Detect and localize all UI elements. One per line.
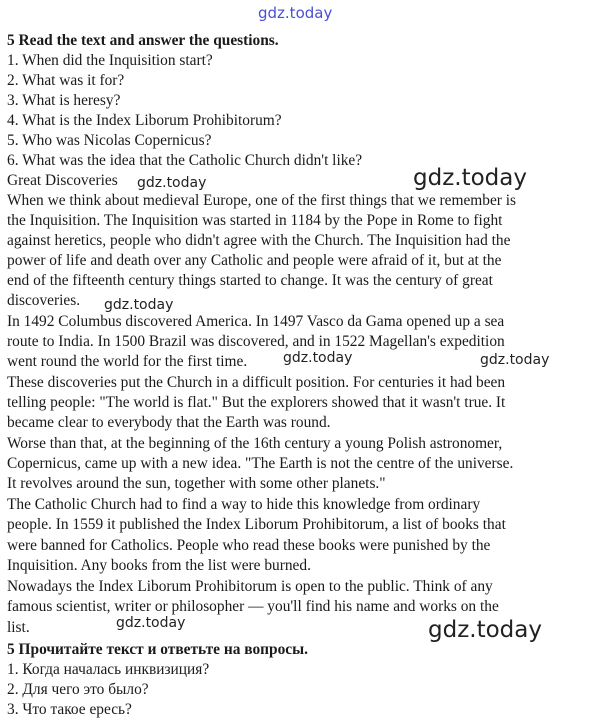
body-line: end of the fifteenth century things started to change. It was the century of great bbox=[7, 272, 493, 289]
question: 5. Who was Nicolas Copernicus? bbox=[7, 132, 212, 149]
question: 2. What was it for? bbox=[7, 72, 125, 89]
watermark: gdz.today bbox=[413, 165, 527, 191]
body-line: were banned for Catholics. People who read these books were punished by the bbox=[7, 537, 491, 554]
question-ru: 2. Для чего это было? bbox=[7, 681, 149, 698]
body-line: went round the world for the first time. bbox=[7, 353, 248, 370]
body-line: Inquisition. Any books from the list were burned. bbox=[7, 557, 311, 574]
body-line: list. bbox=[7, 619, 30, 636]
body-line: became clear to everybody that the Earth was round. bbox=[7, 414, 331, 431]
body-line: When we think about medieval Europe, one of the first things that we remember is bbox=[7, 192, 517, 209]
text-title: Great Discoveries bbox=[7, 172, 118, 189]
watermark: gdz.today bbox=[137, 175, 207, 191]
body-line: Worse than that, at the beginning of the 16th century a young Polish astronomer, bbox=[7, 435, 503, 452]
watermark: gdz.today bbox=[428, 617, 542, 643]
question: 3. What is heresy? bbox=[7, 92, 121, 109]
body-line: The Catholic Church had to find a way to hide this knowledge from ordinary bbox=[7, 496, 481, 513]
question: 6. What was the idea that the Catholic Church didn't like? bbox=[7, 152, 363, 169]
watermark: gdz.today bbox=[480, 352, 550, 368]
body-line: Copernicus, came up with a new idea. "The Earth is not the centre of the universe. bbox=[7, 455, 514, 472]
watermark: gdz.today bbox=[283, 350, 353, 366]
body-line: telling people: "The world is flat." But the explorers showed that it wasn't true. It bbox=[7, 394, 506, 411]
body-line: the Inquisition. The Inquisition was started in 1184 by the Pope in Rome to fight bbox=[7, 212, 503, 229]
question-ru: 1. Когда началась инквизиция? bbox=[7, 661, 210, 678]
exercise-header-ru: 5 Прочитайте текст и ответьте на вопросы. bbox=[7, 641, 308, 658]
body-line: These discoveries put the Church in a difficult position. For centuries it had been bbox=[7, 374, 506, 391]
watermark: gdz.today bbox=[104, 297, 174, 313]
body-line: route to India. In 1500 Brazil was discovered, and in 1522 Magellan's expedition bbox=[7, 333, 505, 350]
watermark: gdz.today bbox=[116, 615, 186, 631]
question: 4. What is the Index Liborum Prohibitorum? bbox=[7, 112, 282, 129]
body-line: It revolves around the sun, together with some other planets." bbox=[7, 475, 386, 492]
question-ru: 3. Что такое ересь? bbox=[7, 701, 132, 718]
exercise-header: 5 Read the text and answer the questions. bbox=[7, 32, 279, 49]
body-line: discoveries. bbox=[7, 292, 81, 309]
body-line: In 1492 Columbus discovered America. In 1497 Vasco da Gama opened up a sea bbox=[7, 313, 505, 330]
watermark-top: gdz.today bbox=[258, 4, 333, 22]
body-line: famous scientist, writer or philosopher — you'll find his name and works on the bbox=[7, 598, 499, 615]
question: 1. When did the Inquisition start? bbox=[7, 52, 213, 69]
body-line: against heretics, people who didn't agree with the Church. The Inquisition had the bbox=[7, 232, 511, 249]
body-line: power of life and death over any Catholic and people were afraid of it, but at the bbox=[7, 252, 502, 269]
body-line: people. In 1559 it published the Index Liborum Prohibitorum, a list of books that bbox=[7, 516, 506, 533]
body-line: Nowadays the Index Liborum Prohibitorum is open to the public. Think of any bbox=[7, 578, 493, 595]
